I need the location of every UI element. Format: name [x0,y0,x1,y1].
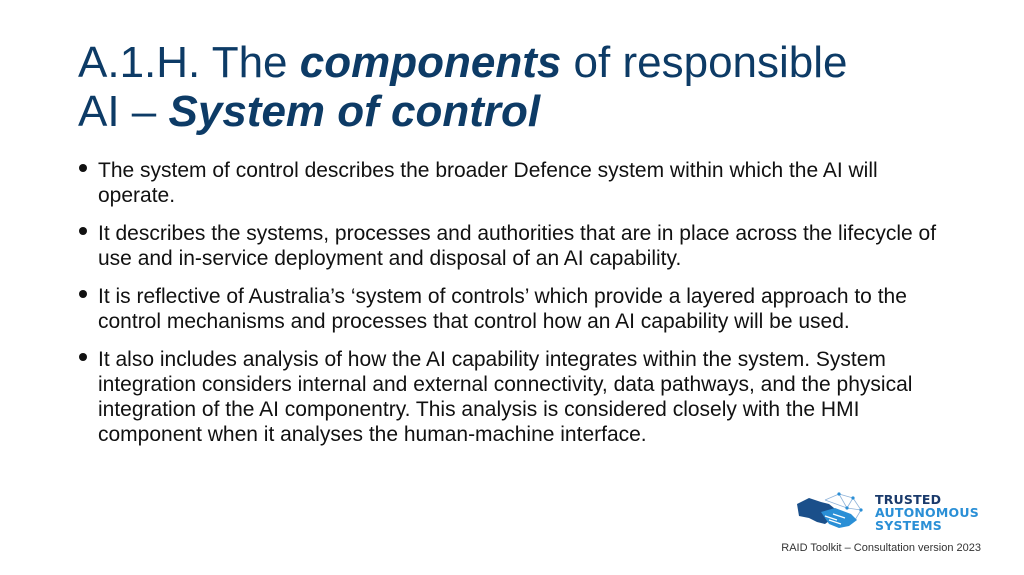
bullet-dot-icon [79,353,87,361]
bullet-item [78,284,948,334]
bullet-text: It also includes analysis of how the AI capability integrates within the system. System integration considers internal and external connectivity, data pathways, and the physical integration of the AI componentry. This analysis is considered closely with the HMI component when it analyses the human-machine interface. [98,348,913,446]
logo-wordmark [875,493,979,532]
bullet-dot-icon [79,227,87,235]
title-text-part2: of responsible [561,38,848,87]
bullet-item [78,221,948,271]
bullet-text: It describes the systems, processes and authorities that are in place across the lifecycle of use and in-service deployment and disposal of an AI capability. [98,222,937,270]
bullet-dot-icon [79,164,87,172]
footer-text: RAID Toolkit – Consultation version 2023 [781,542,981,554]
title-text-part1: A.1.H. The [78,38,300,87]
slide-title [78,38,978,136]
bullet-list [78,158,948,460]
trusted-autonomous-systems-logo [795,490,985,534]
title-emphasis-components: components [299,38,562,87]
logo-line-systems: SYSTEMS [875,518,942,533]
bullet-text: The system of control describes the broader Defence system within which the AI will operate. [98,159,878,207]
bullet-item [78,158,948,208]
logo-line-autonomous: AUTONOMOUS [875,505,979,520]
bullet-text: It is reflective of Australia’s ‘system of controls’ which provide a layered approach to the control mechanisms and processes that control how an AI capability will be used. [98,285,907,333]
logo-line-trusted: TRUSTED [875,492,942,507]
bullet-item [78,347,948,447]
bullet-dot-icon [79,290,87,298]
handshake-network-icon [795,490,873,534]
title-emphasis-system-of-control: System of control [168,87,541,136]
title-line2-prefix: AI – [78,87,169,136]
